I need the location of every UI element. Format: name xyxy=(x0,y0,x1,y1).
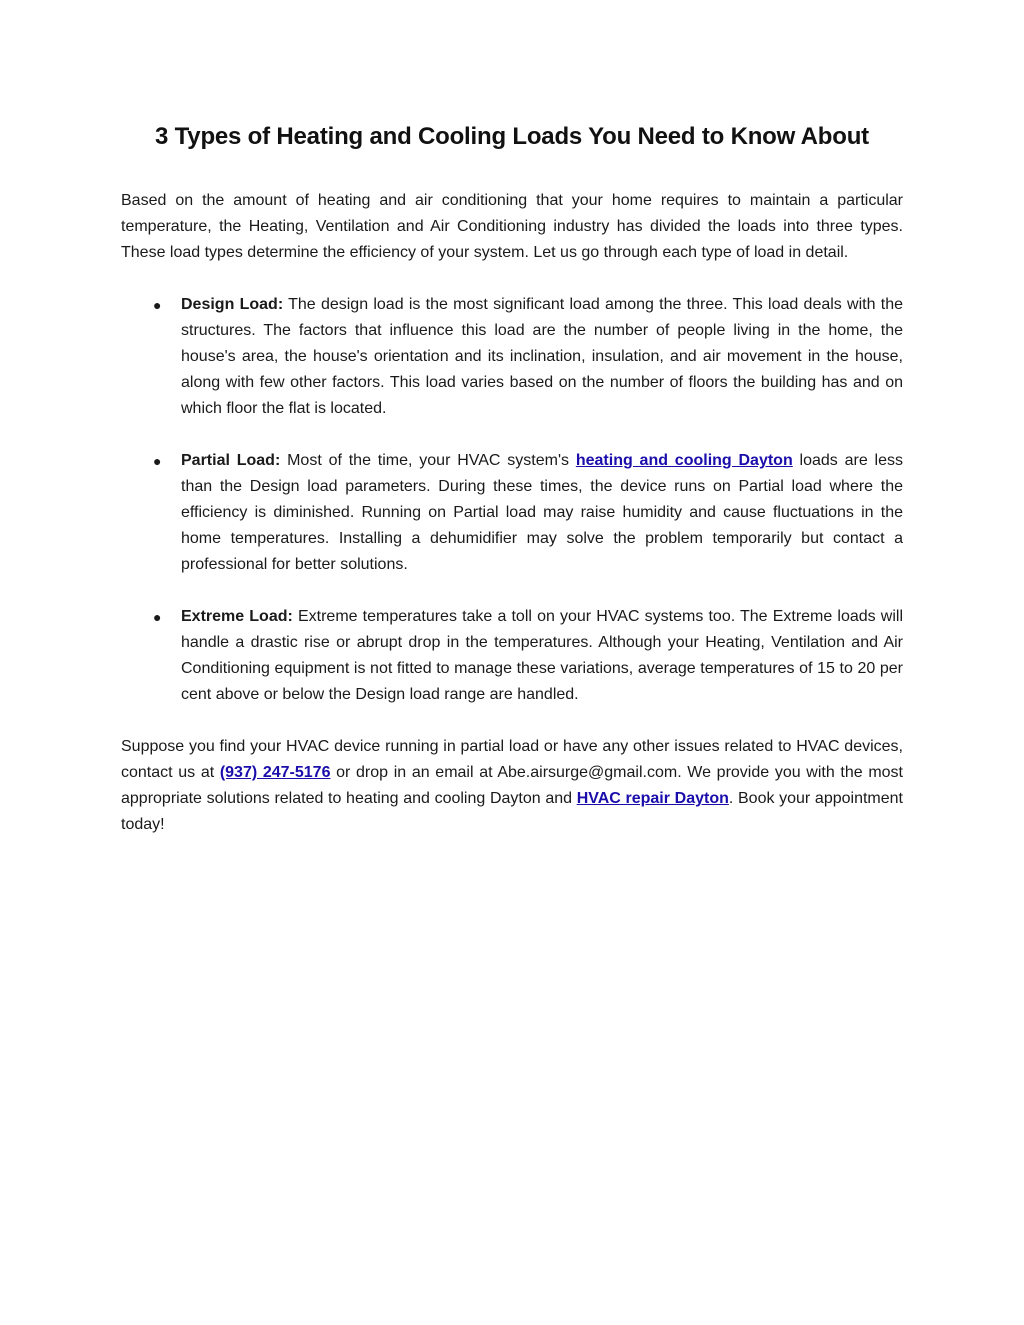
closing-text-part3: . Book your appointment today! xyxy=(121,790,903,833)
heating-cooling-dayton-link[interactable]: heating and cooling Dayton xyxy=(575,452,793,469)
design-load-text: The design load is the most significant load among the three. This load deals with the structures. The factors that influence this load are the number of people living in the home, the house's area, the house's orientation and its inclination, insulation, and air movement in the house, along with few other factors. This load varies based on the number of floors the building has and on which floor the flat is located. xyxy=(181,296,903,417)
partial-load-term: Partial Load: xyxy=(181,452,281,469)
bullet-icon: ● xyxy=(153,453,162,469)
design-load-term: Design Load: xyxy=(181,296,284,313)
closing-text-part1: Suppose you find your HVAC device running in partial load or have any other issues related to HVAC devices, contact us at xyxy=(121,738,903,781)
closing-text-part2: or drop in an email at Abe.airsurge@gmail.com. We provide you with the most appropriate solutions related to heating and cooling Dayton and xyxy=(121,764,903,807)
document-page xyxy=(121,120,903,838)
bullet-icon: ● xyxy=(153,297,162,313)
extreme-load-text: Extreme temperatures take a toll on your HVAC systems too. The Extreme loads will handle a drastic rise or abrupt drop in the temperatures. Although your Heating, Ventilation and Air Conditioning equipment is not fitted to manage these variations, average temperatures of 15 to 20 per cent above or below the Design load range are handled. xyxy=(181,608,904,703)
bullet-icon: ● xyxy=(153,609,162,625)
page-title: 3 Types of Heating and Cooling Loads You Need to Know About xyxy=(155,123,869,150)
list-item-partial-load xyxy=(121,448,903,578)
phone-link[interactable]: (937) 247-5176 xyxy=(219,764,331,781)
partial-load-text-after: loads are less than the Design load parameters. During these times, the device runs on Partial load where the efficiency is diminished. Running on Partial load may raise humidity and cause fluctuations in the home temperatures. Installing a dehumidifier may solve the problem temporarily but contact a professional for better solutions. xyxy=(181,452,904,573)
list-item-design-load xyxy=(121,292,903,422)
closing-paragraph xyxy=(121,734,903,838)
list-item-extreme-load xyxy=(121,604,903,708)
load-types-list xyxy=(121,292,903,708)
partial-load-text-before: Most of the time, your HVAC system's xyxy=(280,452,576,469)
extreme-load-term: Extreme Load: xyxy=(181,608,293,625)
hvac-repair-dayton-link[interactable]: HVAC repair Dayton xyxy=(576,790,729,807)
intro-paragraph: Based on the amount of heating and air conditioning that your home requires to maintain a particular temperature, the Heating, Ventilation and Air Conditioning industry has divided the loads into three types. These load types determine the efficiency of your system. Let us go through each type of load in detail. xyxy=(121,192,903,261)
